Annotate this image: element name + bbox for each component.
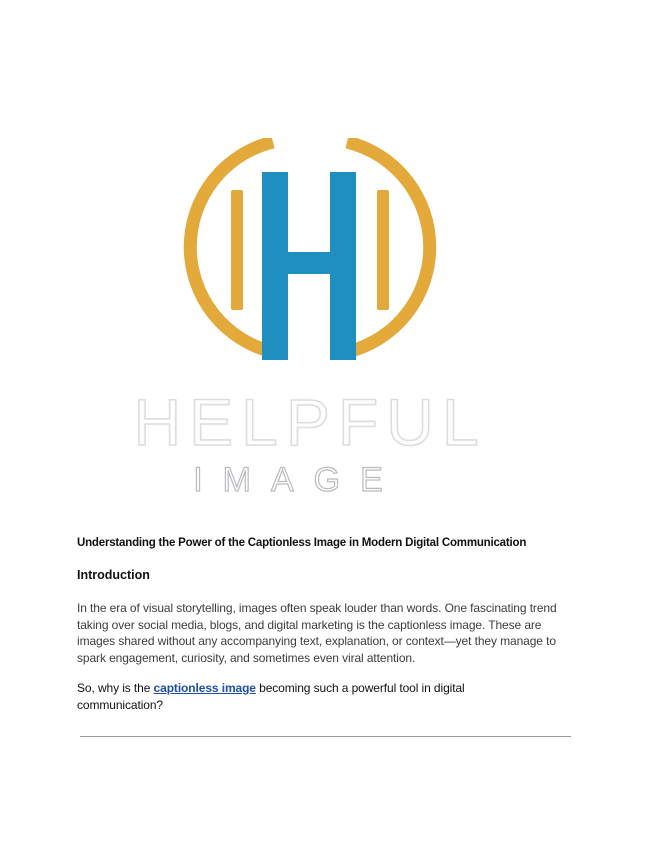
logo-wordmark: HELPFUL [133, 385, 487, 459]
intro-paragraph: In the era of visual storytelling, images often speak louder than words. One fascinating trend taking over social media, blogs, and digital marketing is the captionless image. These are images shared without any accompanying text, explanation, or context—yet they manage to spark engagement, curiosity, and sometimes even viral attention. [77, 601, 557, 665]
document-title: Understanding the Power of the Captionless Image in Modern Digital Communication [77, 537, 527, 549]
question-text-after: becoming such a powerful tool in digital communication? [77, 681, 465, 712]
question-text-before: So, why is the [77, 681, 154, 695]
logo-h-letter [262, 172, 356, 360]
question-paragraph [77, 680, 547, 714]
logo-subword: IMAGE [193, 461, 403, 498]
captionless-image-link[interactable]: captionless image [153, 681, 256, 695]
section-heading-introduction: Introduction [77, 568, 150, 582]
horizontal-divider [80, 736, 571, 737]
helpful-image-logo [100, 138, 520, 498]
logo-ring [190, 142, 429, 352]
